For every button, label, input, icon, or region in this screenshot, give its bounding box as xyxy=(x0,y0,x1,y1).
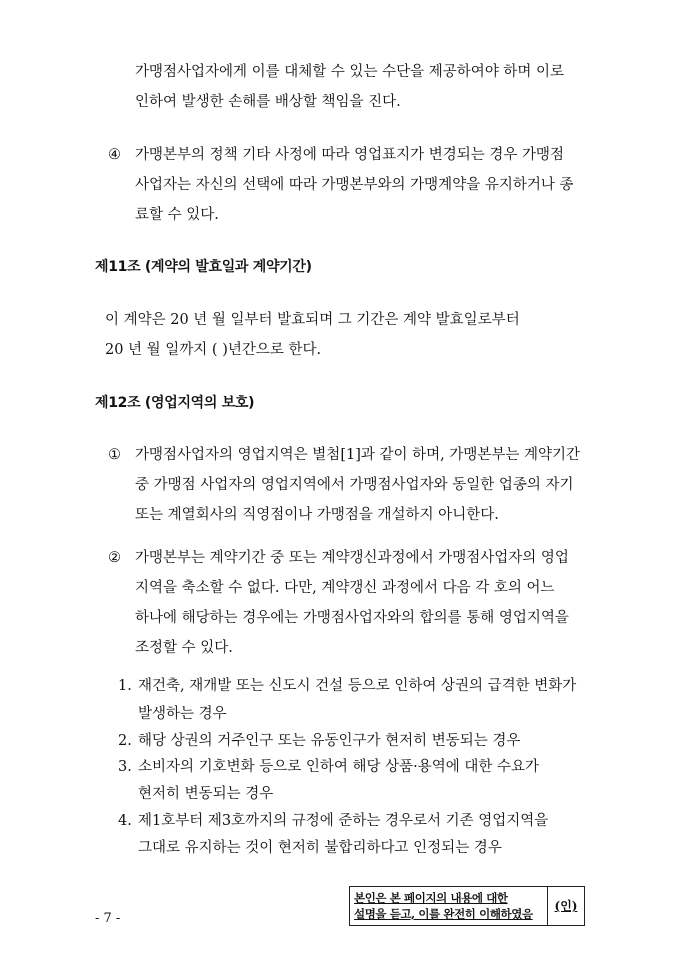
item-4-line-2: 그대로 유지하는 것이 현저히 불합리하다고 인정되는 경우 xyxy=(138,840,502,856)
confirmation-line-1: 본인은 본 페이지의 내용에 대한 xyxy=(354,891,508,905)
confirmation-box xyxy=(349,886,585,926)
confirmation-text xyxy=(354,890,542,922)
item-2-marker: 2. xyxy=(118,733,132,749)
item-1-line-1: 재건축, 재개발 또는 신도시 건설 등으로 인하여 상권의 급격한 변화가 xyxy=(138,678,577,694)
para-4-line-1: 가맹본부의 정책 기타 사정에 따라 영업표지가 변경되는 경우 가맹점 xyxy=(135,147,565,163)
article-12-para-2-line-1: 가맹본부는 계약기간 중 또는 계약갱신과정에서 가맹점사업자의 영업 xyxy=(135,550,569,566)
article-12-para-1-line-3: 또는 계열회사의 직영점이나 가맹점을 개설하지 아니한다. xyxy=(135,507,499,523)
item-4-marker: 4. xyxy=(118,813,132,829)
continuation-line-1: 가맹점사업자에게 이를 대체할 수 있는 수단을 제공하여야 하며 이로 xyxy=(135,64,565,80)
continuation-line-2: 인하여 발생한 손해를 배상할 책임을 진다. xyxy=(135,94,401,110)
confirmation-line-2: 설명을 듣고, 이를 완전히 이해하였음 xyxy=(354,907,533,921)
item-2-line-1: 해당 상권의 거주인구 또는 유동인구가 현저히 변동되는 경우 xyxy=(138,733,521,749)
item-1-line-2: 발생하는 경우 xyxy=(138,706,227,722)
article-12-para-2-line-2: 지역을 축소할 수 없다. 다만, 계약갱신 과정에서 다음 각 호의 어느 xyxy=(135,580,555,596)
article-12-heading: 제12조 (영업지역의 보호) xyxy=(95,395,255,411)
item-3-line-2: 현저히 변동되는 경우 xyxy=(138,786,274,802)
article-12-para-2-line-4: 조정할 수 있다. xyxy=(135,640,233,656)
para-4-marker: ④ xyxy=(108,147,121,163)
seal-label: (인) xyxy=(554,899,578,913)
page-number: - 7 - xyxy=(95,911,121,926)
article-12-para-2-line-3: 하나에 해당하는 경우에는 가맹점사업자와의 합의를 통해 영업지역을 xyxy=(135,610,569,626)
item-4-line-1: 제1호부터 제3호까지의 규정에 준하는 경우로서 기존 영업지역을 xyxy=(138,813,549,829)
article-11-line-2: 20 년 월 일까지 ( )년간으로 한다. xyxy=(105,342,322,358)
item-1-marker: 1. xyxy=(118,678,132,694)
para-4-line-3: 료할 수 있다. xyxy=(135,207,219,223)
article-11-line-1: 이 계약은 20 년 월 일부터 발효되며 그 기간은 계약 발효일로부터 xyxy=(105,312,520,328)
article-12-para-1-line-2: 중 가맹점 사업자의 영업지역에서 가맹점사업자와 동일한 업종의 자기 xyxy=(135,477,574,493)
item-3-line-1: 소비자의 기호변화 등으로 인하여 해당 상품·용역에 대한 수요가 xyxy=(138,759,540,775)
article-12-para-1-marker: ① xyxy=(108,447,121,463)
article-11-heading: 제11조 (계약의 발효일과 계약기간) xyxy=(95,259,312,275)
para-4-line-2: 사업자는 자신의 선택에 따라 가맹본부와의 가맹계약을 유지하거나 종 xyxy=(135,177,574,193)
article-12-para-1-line-1: 가맹점사업자의 영업지역은 별첨[1]과 같이 하며, 가맹본부는 계약기간 xyxy=(135,447,580,463)
article-12-para-2-marker: ② xyxy=(108,550,121,566)
item-3-marker: 3. xyxy=(118,759,132,775)
